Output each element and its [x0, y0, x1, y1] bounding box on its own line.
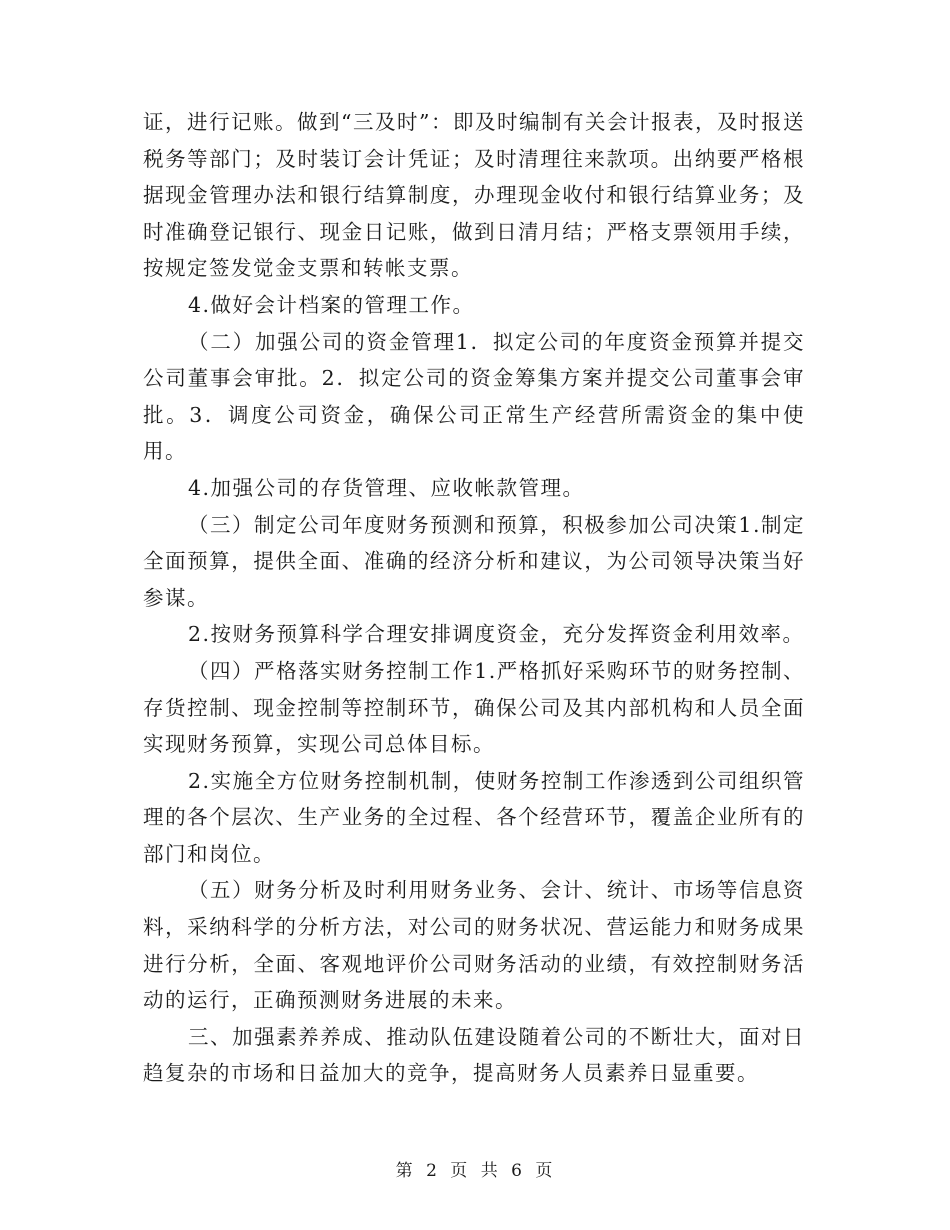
paragraph-item-archives: 4.做好会计档案的管理工作。 — [188, 292, 475, 317]
paragraph-section-5: （五）财务分析及时利用财务业务、会计、统计、市场等信息资料，采纳科学的分析方法，对公司的财务状况、营运能力和财务成果进行分析，全面、客观地评价公司财务活动的业绩，有效控制财务活动的运行，正确预测财务进展的未来。 — [143, 878, 805, 1013]
page-number-footer: 第 2 页 共 6 页 — [395, 1161, 555, 1181]
paragraph-part-3: 三、加强素养养成、推动队伍建设随着公司的不断壮大，面对日趋复杂的市场和日益加大的竞争，提高财务人员素养日显重要。 — [143, 1024, 805, 1086]
paragraph-section-3: （三）制定公司年度财务预测和预算，积极参加公司决策1.制定全面预算，提供全面、准确的经济分析和建议，为公司领导决策当好参谋。 — [143, 512, 805, 610]
paragraph-continuation: 证，进行记账。做到“三及时”：即及时编制有关会计报表，及时报送税务等部门；及时装订会计凭证；及时清理往来款项。出纳要严格根据现金管理办法和银行结算制度，办理现金收付和银行结算业务；及时准确登记银行、现金日记账，做到日清月结；严格支票领用手续，按规定签发觉金支票和转帐支票。 — [143, 110, 805, 281]
document-body — [143, 104, 805, 1092]
paragraph-item-control: 2.实施全方位财务控制机制，使财务控制工作渗透到公司组织管理的各个层次、生产业务的全过程、各个经营环节，覆盖企业所有的部门和岗位。 — [143, 768, 805, 866]
paragraph-section-2: （二）加强公司的资金管理1．拟定公司的年度资金预算并提交公司董事会审批。2．拟定公司的资金筹集方案并提交公司董事会审批。3．调度公司资金，确保公司正常生产经营所需资金的集中使用。 — [143, 329, 805, 464]
paragraph-item-inventory: 4.加强公司的存货管理、应收帐款管理。 — [188, 475, 585, 500]
paragraph-item-funds: 2.按财务预算科学合理安排调度资金，充分发挥资金利用效率。 — [188, 622, 805, 647]
paragraph-section-4: （四）严格落实财务控制工作1.严格抓好采购环节的财务控制、存货控制、现金控制等控制环节，确保公司及其内部机构和人员全面实现财务预算，实现公司总体目标。 — [143, 658, 805, 757]
